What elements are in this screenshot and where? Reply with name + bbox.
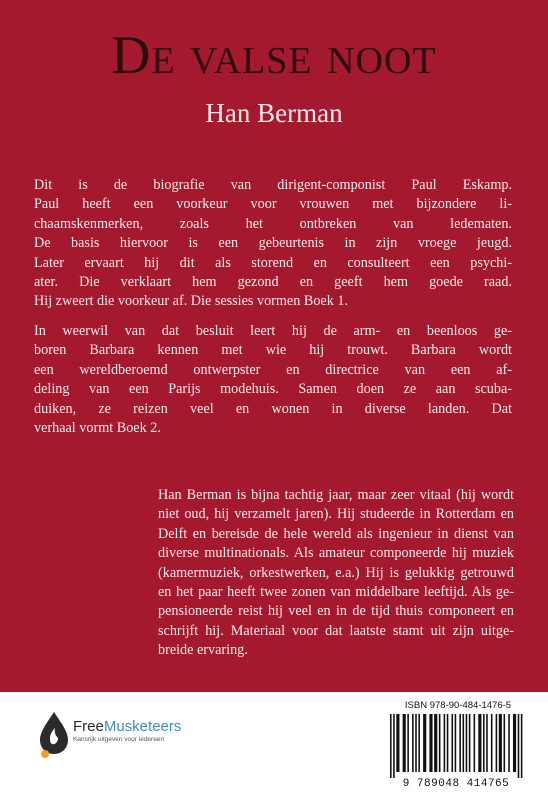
isbn-label: ISBN 978-90-484-1476-5	[404, 700, 512, 711]
publisher-name-part2: Musketeers	[103, 718, 182, 735]
barcode-bar	[407, 714, 409, 772]
text-line: ater. Die verklaart hem gezond en geeft hem goede raad.	[34, 274, 512, 291]
text-line: schrijft hij. Materiaal voor dat laatste stamt uit zijn uitge-	[158, 622, 514, 639]
text-line: Dit is de biografie van dirigent-componist Paul Eskamp.	[34, 177, 512, 193]
publisher-tagline: Kansrijk uitgeven voor iedereen	[73, 736, 165, 743]
blurb-paragraph-2	[34, 322, 512, 438]
barcode-bar	[418, 714, 420, 772]
publisher-logo	[36, 708, 196, 766]
barcode-bar	[486, 714, 488, 772]
barcode-bar	[451, 714, 453, 772]
barcode-bar	[447, 714, 449, 772]
barcode-bar	[439, 714, 441, 772]
barcode-bar	[466, 714, 468, 772]
barcode-bar	[393, 714, 395, 778]
blurb-paragraph-1	[34, 176, 512, 312]
text-line: deling van een Parijs modehuis. Samen doen ze aan scuba-	[34, 381, 512, 398]
barcode-bar	[504, 714, 506, 772]
barcode-bar	[478, 714, 481, 772]
author-name: Han Berman	[205, 98, 343, 128]
text-line: duiken, ze reizen veel en wonen in diverse landen. Dat	[34, 400, 512, 417]
barcode-bar	[463, 714, 465, 772]
barcode-bar	[412, 714, 414, 772]
barcode-bar	[469, 714, 471, 772]
barcode-bar	[499, 714, 502, 772]
text-line: een wereldberoemd ontwerpster en directrice van een af-	[34, 361, 512, 378]
barcode-bar	[496, 714, 498, 772]
text-line: niet oud, hij verzamelt jaren). Hij studeerde in Rotterdam en	[158, 506, 514, 523]
barcode-bar	[444, 714, 446, 772]
barcode-bar	[508, 714, 510, 772]
barcode-bar	[459, 714, 461, 772]
text-line: chaamskenmerken, zoals het ontbreken van ledematen.	[34, 215, 512, 232]
text-line: Hij zweert die voorkeur af. Die sessies vormen Boek 1.	[34, 293, 349, 310]
barcode-bar	[390, 714, 392, 778]
barcode-bar	[521, 714, 523, 778]
barcode-bar	[513, 714, 516, 772]
text-line: In weerwil van dat besluit leert hij de arm- en beenloos ge-	[34, 323, 512, 339]
text-line: breide ervaring.	[158, 642, 248, 659]
text-line: De basis hiervoor is een gebeurtenis in zijn vroege jeugd.	[34, 235, 512, 252]
text-line: Delft en bereisde de hele wereld als ingenieur in dienst van	[158, 525, 514, 542]
publisher-name	[73, 718, 181, 736]
text-line: (kamermuziek, orkestwerken, e.a.) Hij is gelukkig getrouwd	[158, 564, 514, 581]
barcode-bar	[474, 714, 476, 772]
cover-footer	[0, 692, 548, 800]
barcode-bar	[483, 714, 485, 772]
text-line: Later ervaart hij dit als storend en consulteert een psychi-	[34, 254, 512, 271]
text-line: Han Berman is bijna tachtig jaar, maar zeer vitaal (hij wordt	[158, 487, 514, 503]
text-line: en het paar heeft twee zonen van middelbare leeftijd. Als ge-	[158, 584, 514, 601]
barcode-bar	[491, 714, 493, 772]
text-line: pensioneerde reist hij veel en in de tijd thuis componeert en	[158, 603, 514, 620]
barcode-bar	[434, 714, 437, 772]
book-title: De valse noot	[111, 25, 437, 85]
text-line: diverse multinationals. Als amateur componeerde hij muziek	[158, 545, 514, 562]
barcode-bar	[455, 714, 457, 772]
ink-drop-logo-icon	[36, 708, 72, 760]
barcode-bar	[403, 714, 406, 772]
barcode-bar	[429, 714, 432, 772]
barcode-bar	[396, 714, 399, 772]
text-line: Paul heeft een voorkeur voor vrouwen met bijzondere li-	[34, 196, 512, 213]
barcode-bar	[415, 714, 417, 772]
text-line: boren Barbara kennen met wie hij trouwt. Barbara wordt	[34, 342, 512, 359]
barcode-digits: 9 789048 414765	[402, 778, 510, 790]
barcode-icon	[388, 714, 526, 778]
text-line: verhaal vormt Boek 2.	[34, 420, 161, 437]
publisher-name-part1: Free	[73, 718, 104, 735]
barcode-bar	[423, 714, 426, 772]
barcode-bar	[518, 714, 520, 778]
about-author-paragraph	[158, 486, 514, 661]
